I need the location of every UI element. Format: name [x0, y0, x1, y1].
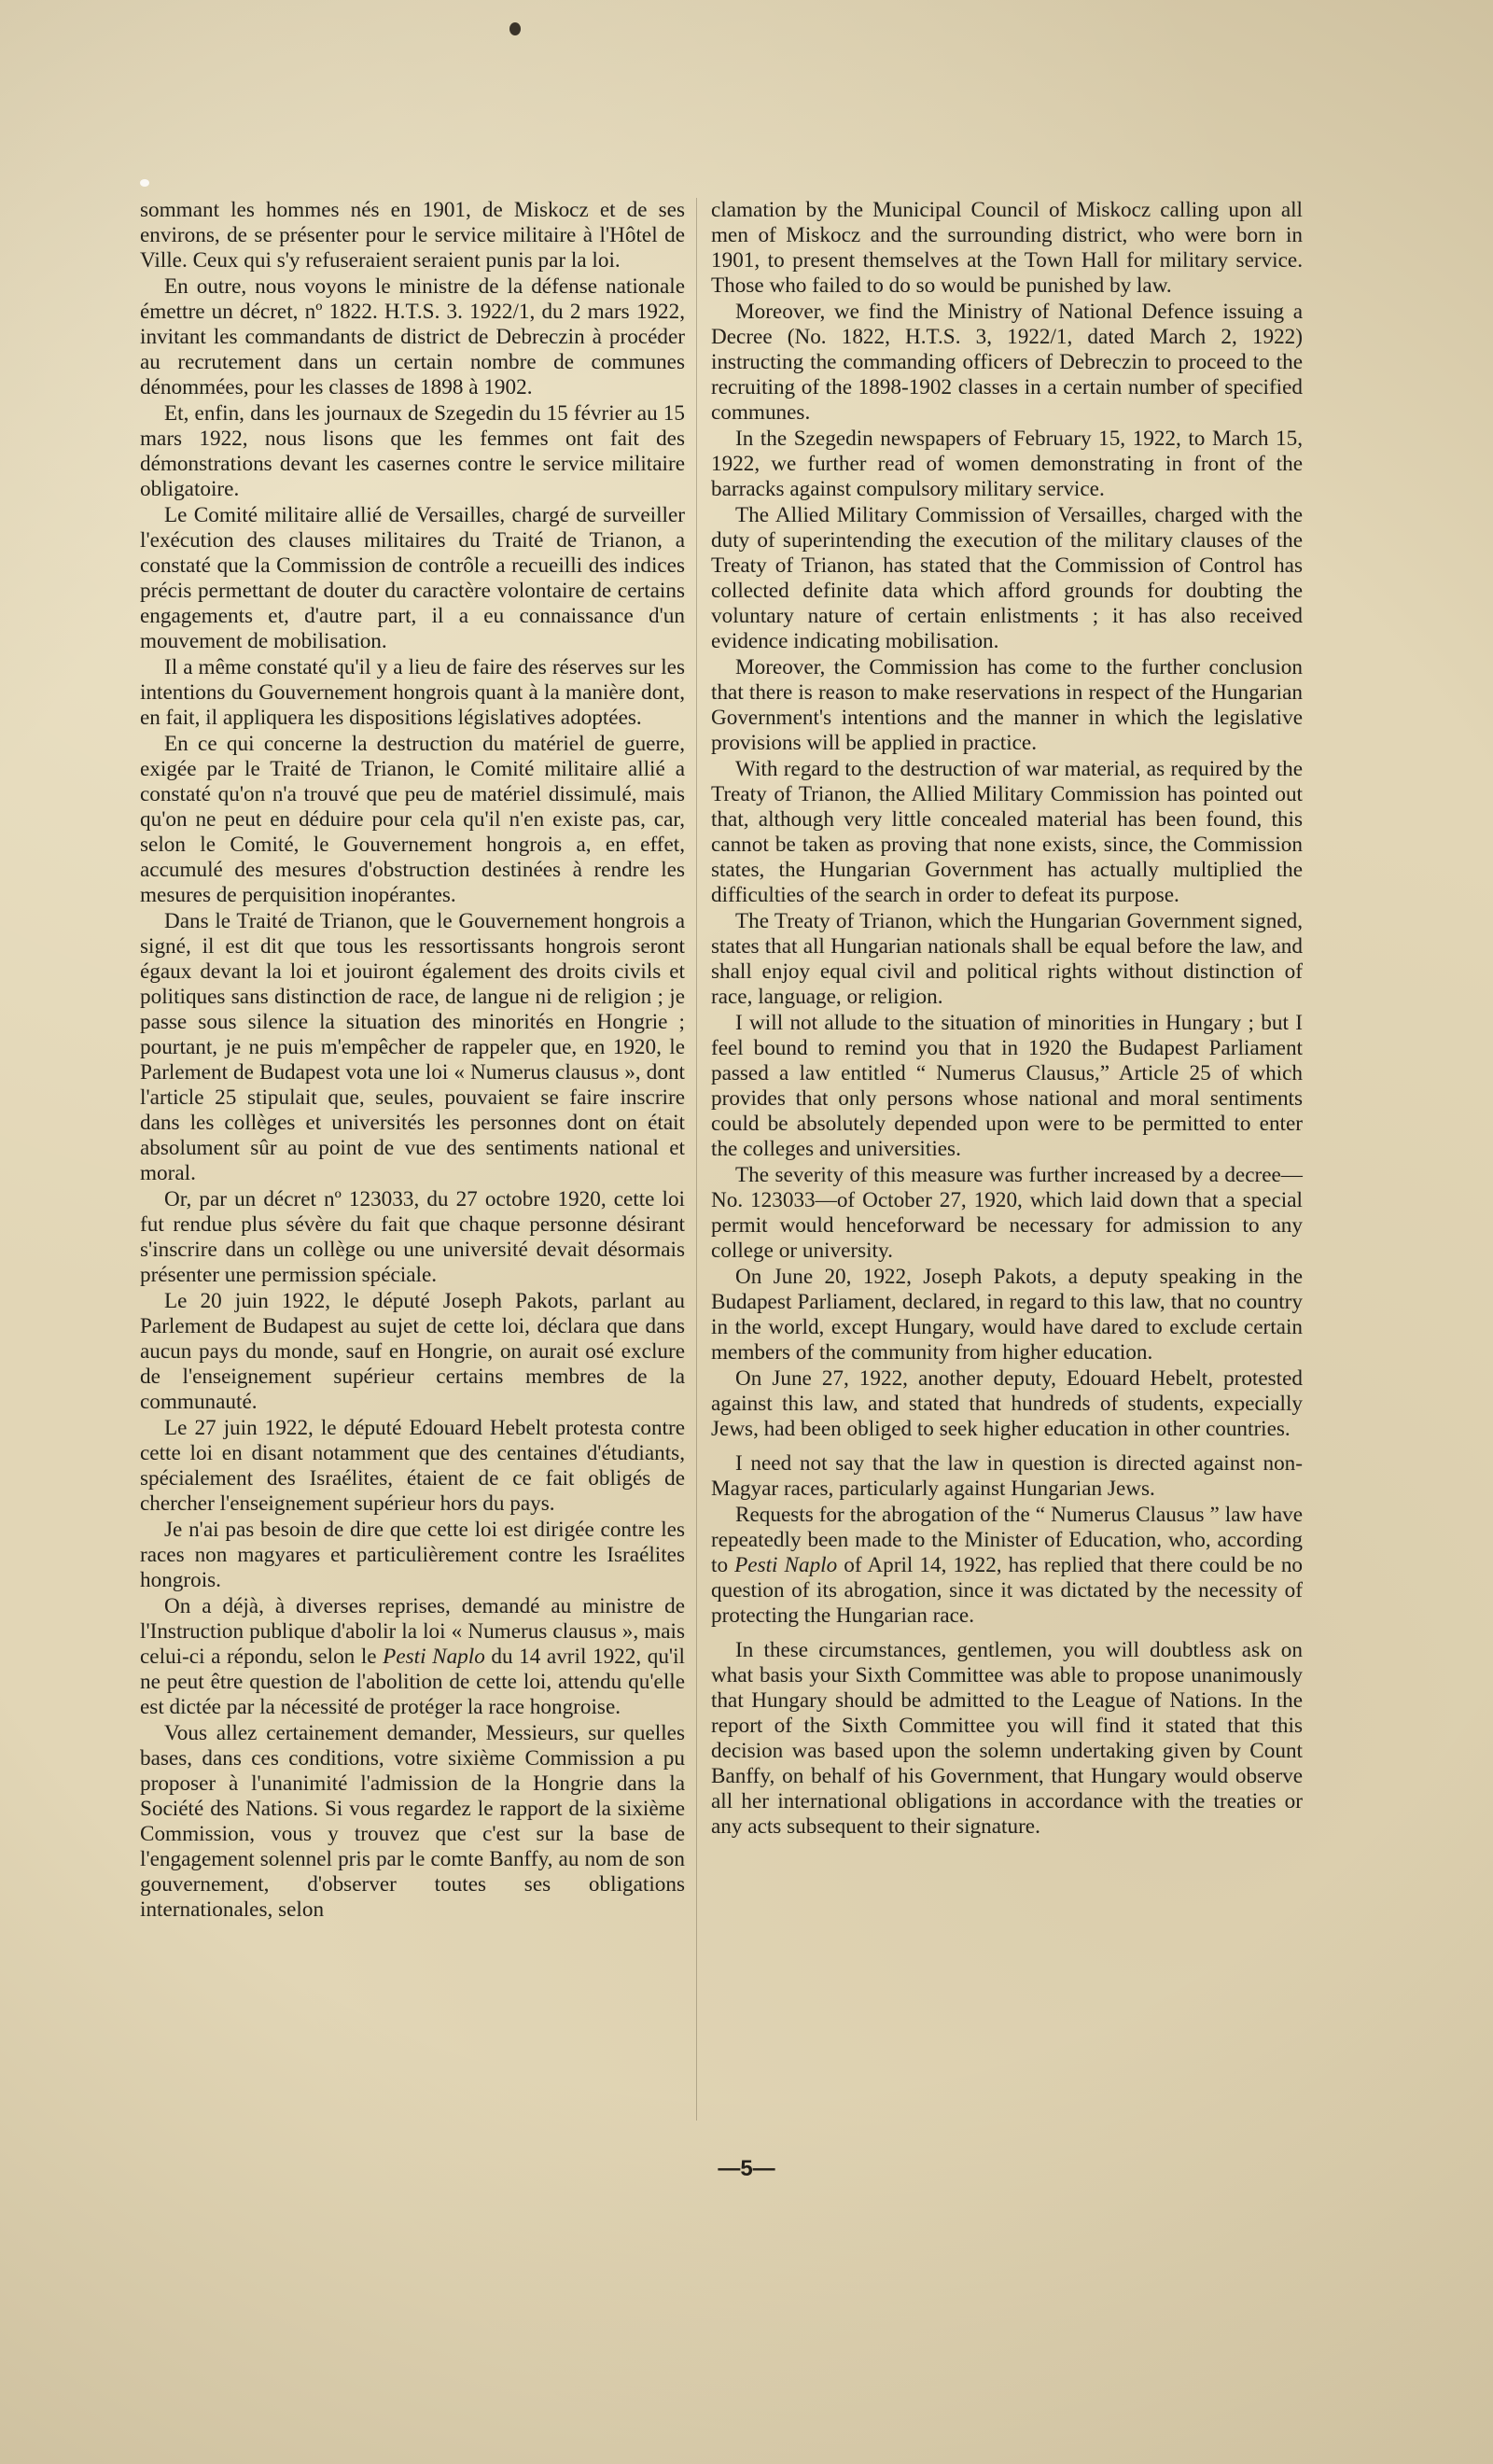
english-paragraph: Moreover, the Commission has come to the further conclusion that there is reason to make reservations in respect of the Hungarian Government's intentions and the manner in which the legislative provisions will be applied in practice.	[711, 655, 1303, 755]
french-column	[140, 198, 685, 1924]
binding-hole	[509, 22, 521, 35]
text-run: of April 14, 1922, has replied that there could be no question of its abrogation, since it was dictated by the necessity of protecting the Hungarian race.	[711, 1553, 1304, 1628]
text-run: On a déjà, à diverses reprises, demandé au ministre de l'Instruction publique d'abolir la loi « Numerus clausus », mais celui-ci a répondu, selon le	[140, 1594, 685, 1669]
english-paragraph: On June 20, 1922, Joseph Pakots, a deputy speaking in the Budapest Parliament, declared, in regard to this law, that no country in the world, except Hungary, would have dared to exclude certain members of the community from higher education.	[711, 1265, 1303, 1365]
english-paragraph: In these circumstances, gentlemen, you will doubtless ask on what basis your Sixth Committee was able to propose unanimously that Hungary should be admitted to the League of Nations. In the report of the Sixth Committee you will find it stated that this decision was based upon the solemn undertaking given by Count Banffy, on behalf of his Government, that Hungary would observe all her international obligations in accordance with the treaties or any acts subsequent to their signature.	[711, 1638, 1303, 1839]
french-paragraph: En ce qui concerne la destruction du matériel de guerre, exigée par le Traité de Trianon, le Comité militaire allié a constaté qu'on n'a trouvé que peu de matériel dissimulé, mais qu'on ne peut en déduire pour cela qu'il n'en existe pas, car, selon le Comité, le Gouvernement hongrois a, en effet, accumulé des mesures d'obstruction destinées à rendre les mesures de perquisition inopérantes.	[140, 732, 685, 907]
english-paragraph	[711, 1503, 1303, 1629]
text-run: du 14 avril 1922, qu'il ne peut être question de l'abolition de cette loi, attendu qu'elle est dictée par la nécessité de protéger la race hongroise.	[140, 1645, 685, 1719]
english-paragraph: The severity of this measure was further increased by a decree—No. 123033—of October 27, 1920, which laid down that a special permit would henceforward be necessary for admission to any college or university.	[711, 1163, 1303, 1263]
french-paragraph: Le 20 juin 1922, le député Joseph Pakots, parlant au Parlement de Budapest au sujet de cette loi, déclara que dans aucun pays du monde, sauf en Hongrie, on aurait osé exclure de l'enseignement supérieur certains membres de la communauté.	[140, 1289, 685, 1414]
english-paragraph: I need not say that the law in question is directed against non-Magyar races, particularly against Hungarian Jews.	[711, 1451, 1303, 1501]
french-paragraph: Je n'ai pas besoin de dire que cette loi est dirigée contre les races non magyares et particulièrement contre les Israélites hongrois.	[140, 1518, 685, 1592]
french-paragraph: En outre, nous voyons le ministre de la défense nationale émettre un décret, nº 1822. H.T.S. 3. 1922/1, du 2 mars 1922, invitant les commandants de district de Debreczin à procéder au recrutement dans un certain nombre de communes dénommées, pour les classes de 1898 à 1902.	[140, 274, 685, 399]
english-paragraph: With regard to the destruction of war material, as required by the Treaty of Trianon, the Allied Military Commission has pointed out that, although very little concealed material has been found, this cannot be taken as proving that none exists, since, the Commission states, the Hungarian Government has actually multiplied the difficulties of the search in order to defeat its purpose.	[711, 757, 1303, 907]
newspaper-title: Pesti Naplo	[383, 1645, 485, 1669]
french-paragraph	[140, 1594, 685, 1720]
english-column	[711, 198, 1303, 1841]
english-paragraph: Moreover, we find the Ministry of National Defence issuing a Decree (No. 1822, H.T.S. 3, 1922/1, dated March 2, 1922) instructing the commanding officers of Debreczin to proceed to the recruiting of the 1898-1902 classes in a certain number of specified communes.	[711, 300, 1303, 425]
english-paragraph: clamation by the Municipal Council of Miskocz calling upon all men of Miskocz and the surrounding district, who were born in 1901, to present themselves at the Town Hall for military service. Those who failed to do so would be punished by law.	[711, 198, 1303, 298]
text-run: Requests for the abrogation of the “ Numerus Clausus ” law have repeatedly been made to the Minister of Education, who, according to	[711, 1503, 1303, 1577]
french-paragraph: Il a même constaté qu'il y a lieu de faire des réserves sur les intentions du Gouvernement hongrois quant à la manière dont, en fait, il appliquera les dispositions législatives adoptées.	[140, 655, 685, 730]
french-paragraph: Et, enfin, dans les journaux de Szegedin du 15 février au 15 mars 1922, nous lisons que les femmes ont fait des démonstrations devant les casernes contre le service militaire obligatoire.	[140, 401, 685, 501]
french-paragraph: Vous allez certainement demander, Messieurs, sur quelles bases, dans ces conditions, votre sixième Commission a pu proposer à l'unanimité l'admission de la Hongrie dans la Société des Nations. Si vous regardez le rapport de la sixième Commission, vous y trouvez que c'est sur la base de l'engagement solennel pris par le comte Banffy, au nom de son gouvernement, d'observer toutes ses obligations internationales, selon	[140, 1721, 685, 1922]
english-paragraph: On June 27, 1922, another deputy, Edouard Hebelt, protested against this law, and stated that hundreds of students, expecially Jews, had been obliged to seek higher education in other countries.	[711, 1366, 1303, 1441]
french-paragraph: Dans le Traité de Trianon, que le Gouvernement hongrois a signé, il est dit que tous les ressortissants hongrois seront égaux devant la loi et jouiront également des droits civils et politiques sans distinction de race, de langue ni de religion ; je passe sous silence la situation des minorités en Hongrie ; pourtant, je ne puis m'empêcher de rappeler que, en 1920, le Parlement de Budapest vota une loi « Numerus clausus », dont l'article 25 stipulait que, seules, pouvaient se faire inscrire dans les collèges et universités les personnes dont on était absolument sûr au point de vue des sentiments national et moral.	[140, 909, 685, 1185]
french-paragraph: Le 27 juin 1922, le député Edouard Hebelt protesta contre cette loi en disant notamment que des centaines d'étudiants, spécialement des Israélites, étaient de ce fait obligés de chercher l'enseignement supérieur hors du pays.	[140, 1416, 685, 1516]
english-paragraph: In the Szegedin newspapers of February 15, 1922, to March 15, 1922, we further read of women demonstrating in front of the barracks against compulsory military service.	[711, 427, 1303, 501]
newspaper-title: Pesti Naplo	[734, 1553, 838, 1577]
french-paragraph: Or, par un décret nº 123033, du 27 octobre 1920, cette loi fut rendue plus sévère du fait que chaque personne désirant s'inscrire dans un collège ou une université devait désormais présenter une permission spéciale.	[140, 1187, 685, 1287]
english-paragraph: The Allied Military Commission of Versailles, charged with the duty of superintending the execution of the military clauses of the Treaty of Trianon, has stated that the Commission of Control has collected definite data which afford grounds for doubting the voluntary nature of certain enlistments ; it has also received evidence indicating mobilisation.	[711, 503, 1303, 653]
english-paragraph: I will not allude to the situation of minorities in Hungary ; but I feel bound to remind you that in 1920 the Budapest Parliament passed a law entitled “ Numerus Clausus,” Article 25 of which provides that only persons whose national and moral sentiments could be absolutely depended upon were to be permitted to enter the colleges and universities.	[711, 1011, 1303, 1161]
column-divider	[696, 198, 697, 2121]
paper-mark	[140, 179, 149, 187]
french-paragraph: Le Comité militaire allié de Versailles, chargé de surveiller l'exécution des clauses militaires du Traité de Trianon, a constaté que la Commission de contrôle a recueilli des indices précis permettant de douter du caractère volontaire de certains engagements et, d'autre part, il a eu connaissance d'un mouvement de mobilisation.	[140, 503, 685, 653]
page-number: —5—	[718, 2156, 775, 2181]
english-paragraph: The Treaty of Trianon, which the Hungarian Government signed, states that all Hungarian nationals shall be equal before the law, and shall enjoy equal civil and political rights without distinction of race, language, or religion.	[711, 909, 1303, 1009]
french-paragraph: sommant les hommes nés en 1901, de Miskocz et de ses environs, de se présenter pour le service militaire à l'Hôtel de Ville. Ceux qui s'y refuseraient seraient punis par la loi.	[140, 198, 685, 273]
